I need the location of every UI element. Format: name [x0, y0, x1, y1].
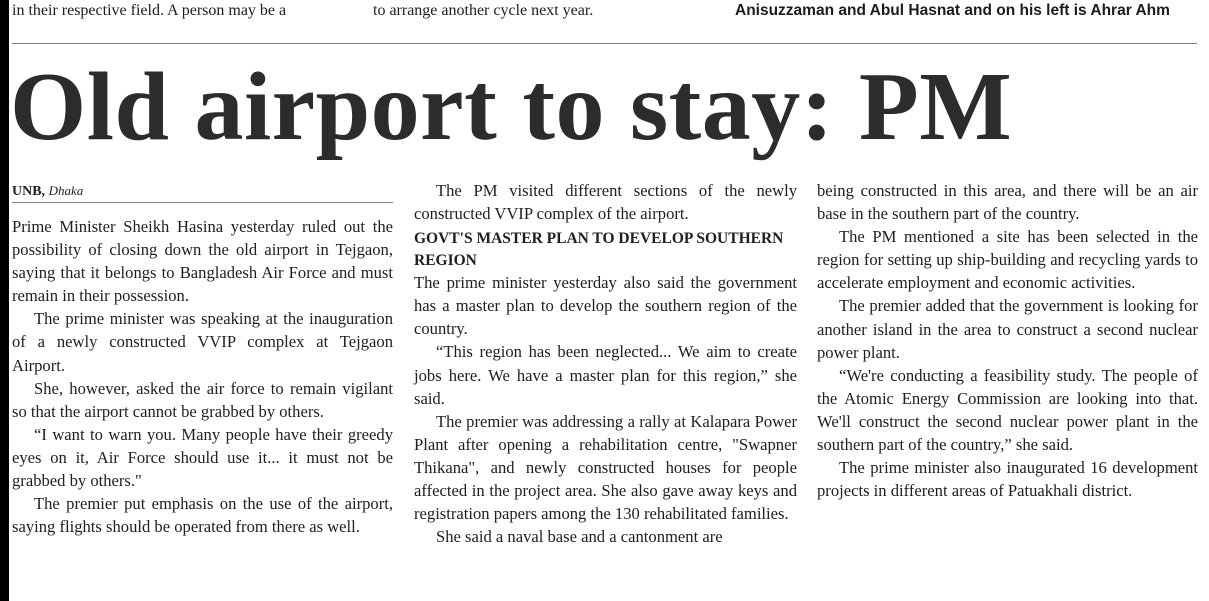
paragraph: The PM visited different sections of the newly constructed VVIP complex of the airport.	[414, 181, 797, 224]
paragraph: The prime minister also inaugurated 16 development projects in different areas of Patuakhali district.	[817, 458, 1198, 501]
paragraph: The premier added that the government is looking for another island in the area to construct a second nuclear power plant.	[817, 296, 1198, 362]
byline-city: Dhaka	[48, 183, 84, 198]
section-subheading: GOVT'S MASTER PLAN TO DEVELOP SOUTHERN REGION	[414, 230, 784, 269]
paragraph: The PM mentioned a site has been selected in the region for setting up ship-building and recycling yards to accelerate employment and economic activities.	[817, 227, 1198, 293]
paragraph: being constructed in this area, and there will be an air base in the southern part of the country.	[817, 181, 1198, 224]
paragraph: The prime minister was speaking at the inauguration of a newly constructed VVIP complex at Tejgaon Airport.	[12, 309, 393, 375]
article-column-3	[817, 179, 1198, 502]
byline	[12, 179, 393, 203]
page-edge-bar	[0, 0, 9, 601]
paragraph: The premier was addressing a rally at Kalapara Power Plant after opening a rehabilitation centre, "Swapner Thikana", and newly constructed houses for people affected in the project area. She also gave away keys and registration papers among the 130 rehabilitated families.	[414, 411, 797, 524]
article-headline: Old airport to stay: PM	[10, 53, 1013, 161]
paragraph: She said a naval base and a cantonment are	[436, 527, 723, 547]
paragraph: She, however, asked the air force to remain vigilant so that the airport cannot be grabbed by others.	[12, 378, 393, 421]
article-column-1	[12, 179, 393, 538]
previous-article-snippet-1: in their respective field. A person may be a	[12, 2, 287, 19]
previous-article-snippet-2: to arrange another cycle next year.	[373, 2, 594, 19]
section-divider	[12, 43, 1197, 44]
paragraph: “I want to warn you. Many people have their greedy eyes on it, Air Force should use it... it must not be grabbed by others."	[12, 424, 393, 491]
paragraph: The premier put emphasis on the use of the airport, saying flights should be operated from there as well.	[12, 494, 393, 537]
paragraph: Prime Minister Sheikh Hasina yesterday ruled out the possibility of closing down the old airport in Tejgaon, saying that it belongs to Bangladesh Air Force and must remain in their possession.	[12, 217, 393, 306]
paragraph: “This region has been neglected... We aim to create jobs here. We have a master plan for this region,” she said.	[414, 342, 797, 408]
byline-agency: UNB,	[12, 184, 46, 199]
paragraph: “We're conducting a feasibility study. The people of the Atomic Energy Commission are looking into that. We'll construct the second nuclear power plant in the southern part of the country,” she said.	[817, 365, 1198, 455]
photo-caption-snippet: Anisuzzaman and Abul Hasnat and on his left is Ahrar Ahm	[735, 2, 1170, 19]
article-column-2	[414, 179, 797, 548]
paragraph: The prime minister yesterday also said the government has a master plan to develop the southern region of the country.	[414, 273, 797, 339]
